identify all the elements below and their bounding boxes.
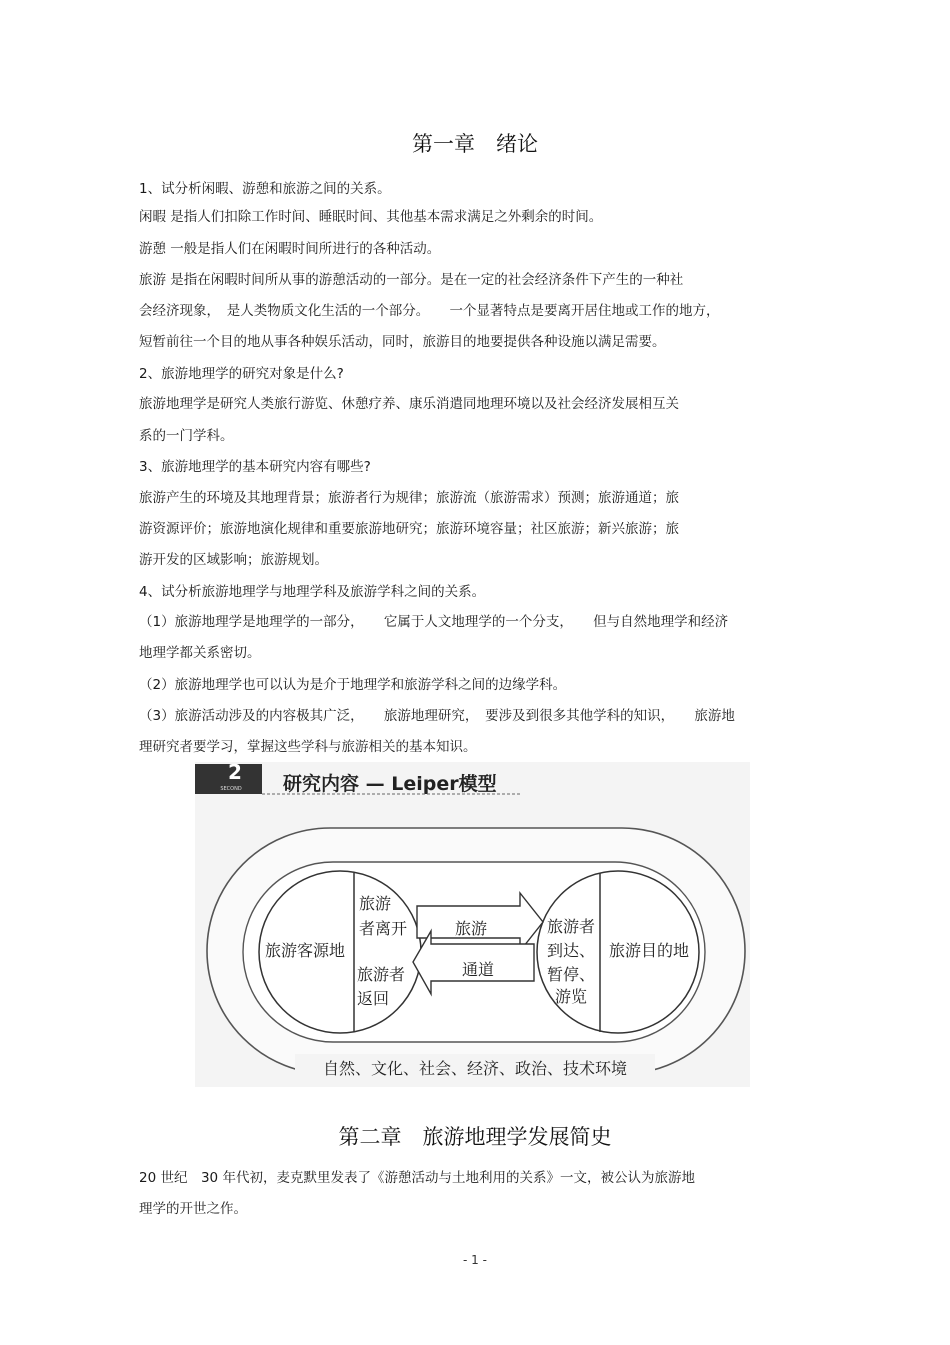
text-line: 旅游产生的环境及其地理背景；旅游者行为规律；旅游流（旅游需求）预测；旅游通道；旅 [139,490,679,506]
text-line: 游憩 一般是指人们在闲暇时间所进行的各种活动。 [139,241,441,257]
depart-label-2: 者离开 [359,919,408,938]
page-number: - 1 - [463,1253,487,1267]
question-2: 2、旅游地理学的研究对象是什么? [139,366,344,382]
arrive-label-1: 旅游者 [547,917,596,936]
route-label-1: 旅游 [454,919,488,938]
text-line: 会经济现象， 是人类物质文化生活的一个部分。 一个显著特点是要离开居住地或工作的地方， [139,303,720,319]
return-label-1: 旅游者 [357,965,406,984]
chapter-2-title: 第二章 旅游地理学发展简史 [338,1125,612,1149]
origin-label: 旅游客源地 [264,941,346,960]
question-1: 1、试分析闲暇、游憩和旅游之间的关系。 [139,181,391,197]
arrive-label-4: 游览 [555,987,588,1006]
question-4: 4、试分析旅游地理学与地理学科及旅游学科之间的关系。 [139,584,486,600]
text-line: 20 世纪 30 年代初，麦克默里发表了《游憩活动与土地利用的关系》一文，被公认为旅游地 [139,1170,695,1186]
route-label-2: 通道 [461,960,495,979]
text-line: 游开发的区域影响；旅游规划。 [139,552,328,568]
text-line: 旅游 是指在闲暇时间所从事的游憩活动的一部分。是在一定的社会经济条件下产生的一种社 [139,272,684,288]
figure-title: 研究内容 — Leiper模型 [283,773,497,795]
text-line: 短暂前往一个目的地从事各种娱乐活动，同时，旅游目的地要提供各种设施以满足需要。 [139,334,666,350]
arrive-label-2: 到达、 [547,941,596,960]
chapter-1-title: 第一章 绪论 [412,132,538,156]
arrive-label-3: 暂停、 [547,965,596,984]
text-line: 闲暇 是指人们扣除工作时间、睡眠时间、其他基本需求满足之外剩余的时间。 [139,209,603,225]
text-line: 理研究者要学习，掌握这些学科与旅游相关的基本知识。 [139,739,477,755]
return-label-2: 返回 [357,989,390,1008]
question-3: 3、旅游地理学的基本研究内容有哪些? [139,459,371,475]
text-line: 系的一门学科。 [139,428,234,444]
environment-label: 自然、文化、社会、经济、政治、技术环境 [322,1059,628,1078]
leiper-model-figure [195,762,750,1087]
text-line: （1）旅游地理学是地理学的一部分， 它属于人文地理学的一个分支， 但与自然地理学和经济 [139,614,729,630]
text-line: （2）旅游地理学也可以认为是介于地理学和旅游学科之间的边缘学科。 [139,677,567,693]
badge-text: SECOND [220,786,242,792]
text-line: 理学的开世之作。 [139,1201,247,1217]
text-line: 游资源评价；旅游地演化规律和重要旅游地研究；旅游环境容量；社区旅游；新兴旅游；旅 [139,521,679,537]
badge-digit: 2 [228,762,242,784]
text-line: 旅游地理学是研究人类旅行游览、休憩疗养、康乐消遣同地理环境以及社会经济发展相互关 [139,396,679,412]
depart-label-1: 旅游 [359,894,392,913]
destination-label: 旅游目的地 [608,941,690,960]
text-line: 地理学都关系密切。 [139,645,261,661]
text-line: （3）旅游活动涉及的内容极其广泛， 旅游地理研究， 要涉及到很多其他学科的知识， 旅游地 [139,708,735,724]
